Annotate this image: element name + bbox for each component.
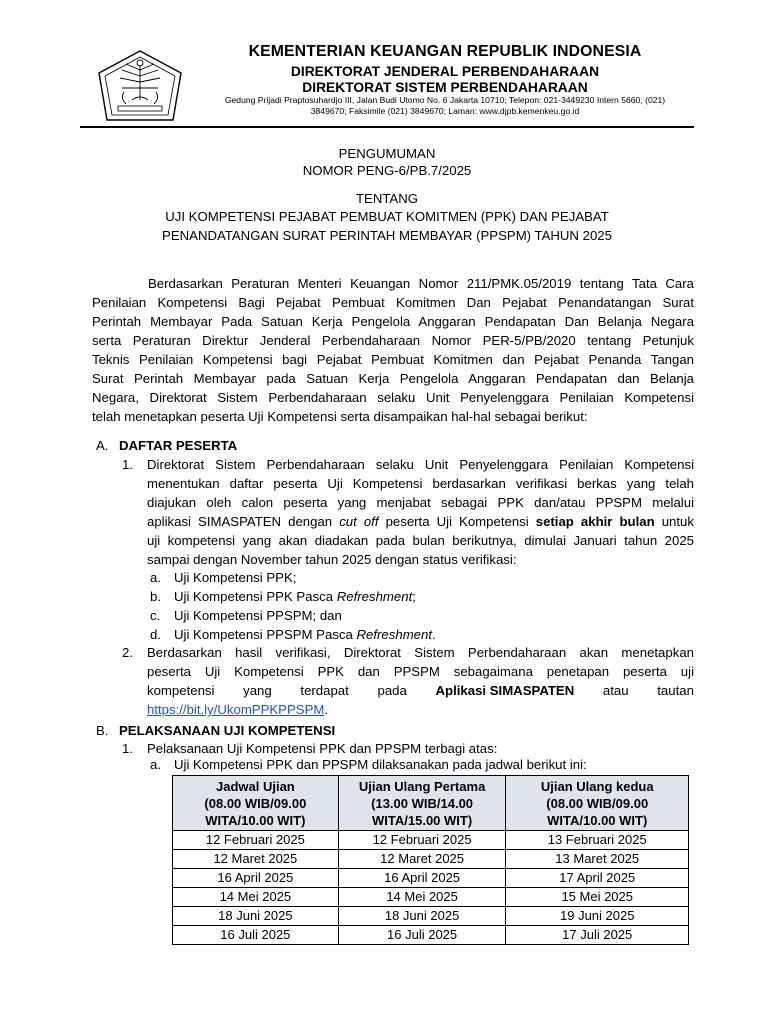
letterhead-divider [80,126,694,128]
table-cell: 12 Februari 2025 [173,831,339,850]
section-a-item-2-number: 2. [122,645,133,660]
announcement-number: NOMOR PENG-6/PB.7/2025 [302,163,472,178]
table-cell: 12 Maret 2025 [173,850,339,869]
text-run: ; [412,589,416,604]
directorate-general-name: DIREKTORAT JENDERAL PERBENDAHARAAN [290,64,600,79]
header-line: (13.00 WIB/14.00 [371,795,474,811]
intro-line: Perintah Membayar Pada Satuan Kerja Pengelola Anggaran Pendapatan Dan Belanja Negara [92,314,694,329]
table-row [173,869,689,888]
intro-line: Berdasarkan Peraturan Menteri Keuangan Nomor 211/PMK.05/2019 tentang Tata Cara [148,276,694,291]
word: pada [377,683,407,698]
header-line: WITA/15.00 WIT) [372,812,473,828]
section-a-item-1-line: uji kompetensi yang akan diadakan pada bulan berikutnya, dimulai Januari tahun 2025 [147,533,694,548]
intro-line: Surat Perintah Membayar pada Satuan Kerja Pengelola Anggaran Pendapatan dan Belanja [92,371,694,386]
header-line: (08.00 WIB/09.00 [546,795,649,811]
table-cell: 15 Mei 2025 [506,888,689,907]
word: tautan [657,683,694,698]
intro-line: telah menetapkan peserta Uji Kompetensi serta disampaikan hal-hal sebagai berikut: [92,409,588,424]
table-cell: 17 April 2025 [506,869,689,888]
link-line [147,702,328,717]
italic-refreshment: Refreshment [356,627,433,642]
ministry-name: KEMENTERIAN KEUANGAN REPUBLIK INDONESIA [248,43,642,60]
section-b-item-1-text: Pelaksanaan Uji Kompetensi PPK dan PPSPM terbagi atas: [147,741,498,756]
section-a-item-1-line-mixed [147,514,694,529]
header-line: WITA/10.00 WIT) [547,812,648,828]
header-line: (08.00 WIB/09.00 [204,795,307,811]
section-b-sub-a-text: Uji Kompetensi PPK dan PPSPM dilaksanakan pada jadwal berikut ini: [174,757,587,772]
table-cell: 14 Mei 2025 [338,888,506,907]
table-cell: 12 Februari 2025 [338,831,506,850]
table-cell: 14 Mei 2025 [173,888,339,907]
text-run: peserta Uji Kompetensi [378,514,536,529]
bold-aplikasi-simaspaten: Aplikasi SIMASPATEN [435,683,575,698]
text-run: untuk [654,514,694,529]
section-a-item-2-line: peserta Uji Kompetensi PPK dan PPSPM sebagaimana penetapan peserta uji [147,664,694,679]
section-a-item-1-line: sampai dengan November tahun 2025 dengan status verifikasi: [147,552,517,567]
sub-item-text: Uji Kompetensi PPK; [174,570,297,585]
text-run: Uji Kompetensi PPK Pasca [174,589,337,604]
announcement-subject-line-2: PENANDATANGAN SURAT PERINTAH MEMBAYAR (PPSPM) TAHUN 2025 [162,228,612,243]
section-a-item-1-line: Direktorat Sistem Perbendaharaan selaku Unit Penyelenggara Penilaian Kompetensi [147,457,694,472]
table-header-row [173,776,689,831]
table-row [173,926,689,945]
section-b-title: PELAKSANAAN UJI KOMPETENSI [119,723,336,738]
italic-refreshment: Refreshment [336,589,413,604]
word: yang [243,683,272,698]
table-row [173,888,689,907]
sub-item-letter: a. [150,570,161,585]
directorate-name: DIREKTORAT SISTEM PERBENDAHARAAN [302,80,588,95]
table-cell: 16 April 2025 [173,869,339,888]
sub-item-letter: c. [150,608,161,623]
office-address [200,95,690,117]
header-line: Jadwal Ujian [215,778,295,794]
table-cell: 17 Juli 2025 [506,926,689,945]
column-header-first-retake [338,776,506,831]
section-b-letter: B. [96,723,109,738]
sub-item-letter: b. [150,589,161,604]
section-a-item-1-number: 1. [122,457,133,472]
column-header-exam-schedule [173,776,339,831]
table-cell: 16 April 2025 [338,869,506,888]
table-cell: 19 Juni 2025 [506,907,689,926]
section-a-item-2-line-mixed [147,683,694,698]
bold-end-of-month: setiap akhir bulan [535,514,655,529]
word: terdapat [300,683,349,698]
text-run: Uji Kompetensi PPSPM Pasca [174,627,357,642]
table-row [173,850,689,869]
table-cell: 18 Juni 2025 [338,907,506,926]
sub-item-text [174,627,436,642]
table-row [173,831,689,850]
intro-line: Penilaian Kompetensi Bagi Pejabat Pembuat Komitmen Dan Pejabat Penandatangan Surat [92,295,694,310]
section-b-item-1-number: 1. [122,741,133,756]
announcement-subject-line-1: UJI KOMPETENSI PEJABAT PEMBUAT KOMITMEN (PPK) DAN PEJABAT [165,209,609,224]
sub-item-text [174,589,416,604]
ministry-emblem-icon [96,48,184,128]
text-run: aplikasi SIMASPATEN dengan [147,514,340,529]
table-cell: 12 Maret 2025 [338,850,506,869]
section-a-letter: A. [96,438,109,453]
simaspaten-link[interactable]: https://bit.ly/UkomPPKPPSPM [147,702,325,717]
header-line: Ujian Ulang kedua [540,778,654,794]
column-header-second-retake [506,776,689,831]
section-a-item-2-line: Berdasarkan hasil verifikasi, Direktorat Sistem Perbendaharaan akan menetapkan [147,645,694,660]
address-line-2: 3849670; Faksimile (021) 3849670; Laman: www.djpb.kemenkeu.go.id [310,106,580,116]
section-a-item-1-line: diajukan oleh calon peserta yang menjabat sebagai PPK dan/atau PPSPM melalui [147,495,694,510]
table-row [173,907,689,926]
section-b-sub-a-letter: a. [150,757,161,772]
section-a-item-1-line: menentukan daftar peserta Uji Kompetensi berdasarkan verifikasi berkas yang telah [147,476,694,491]
exam-schedule-table [172,775,689,945]
intro-line: Negara, Direktorat Sistem Perbendaharaan selaku Unit Penyelenggara Penilaian Kompetensi [92,390,694,405]
section-a-title: DAFTAR PESERTA [119,438,238,453]
italic-cut-off: cut off [339,514,379,529]
table-cell: 13 Maret 2025 [506,850,689,869]
announcement-heading: PENGUMUMAN [338,146,436,161]
intro-line: Teknis Penilaian Kompetensi bagi Pejabat Pembuat Komitmen dan Pejabat Penanda Tangan [92,352,694,367]
table-cell: 16 Juli 2025 [338,926,506,945]
intro-line: serta Peraturan Direktur Jenderal Perbendaharaan Nomor PER-5/PB/2020 tentang Petunjuk [92,333,694,348]
word: atau [602,683,629,698]
word: kompetensi [147,683,215,698]
sub-item-letter: d. [150,627,161,642]
header-line: Ujian Ulang Pertama [358,778,486,794]
text-run: . [432,627,436,642]
table-cell: 18 Juni 2025 [173,907,339,926]
table-cell: 16 Juli 2025 [173,926,339,945]
text-run: . [324,702,329,717]
announcement-about: TENTANG [355,191,419,206]
header-line: WITA/10.00 WIT) [205,812,306,828]
table-cell: 13 Februari 2025 [506,831,689,850]
address-line-1: Gedung Prijadi Praptosuhardjo III, Jalan Budi Utomo No. 6 Jakarta 10710; Telepon: 021-3449230 Intern 5660, (021) [224,95,666,105]
sub-item-text: Uji Kompetensi PPSPM; dan [174,608,342,623]
